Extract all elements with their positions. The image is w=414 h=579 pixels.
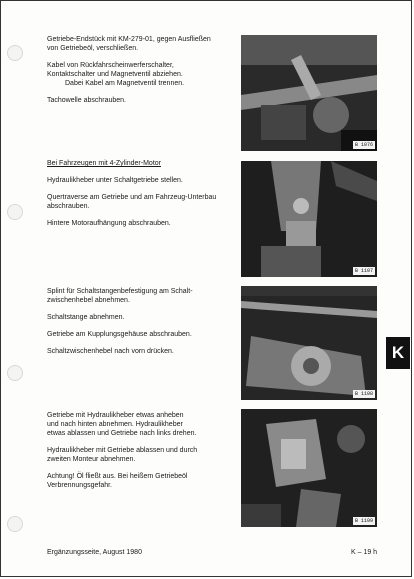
section-4-text	[47, 411, 237, 498]
footer-page-number: K – 19 h	[351, 549, 378, 556]
paragraph: Kabel von Rückfahrscheinwerferschalter, Kontaktschalter und Magnetventil abziehen. Dabei Kabel am Magnetventil trennen.	[47, 62, 185, 87]
footer-supplement-date: Ergänzungsseite, August 1980	[47, 549, 142, 556]
section-tab-k: K	[386, 337, 410, 369]
punch-hole-1	[7, 45, 23, 61]
paragraph: Hydraulikheber mit Getriebe ablassen und durch zweiten Monteur abnehmen.	[47, 447, 198, 463]
photo-reference-label: B 1076	[354, 142, 373, 148]
photo-image	[241, 35, 377, 151]
paragraph: Schaltzwischenhebel nach vorn drücken.	[47, 348, 174, 355]
paragraph: Getriebe mit Hydraulikheber etwas anheben und nach hinten abnehmen. Hydraulikheber etwas ablassen und Getriebe nach links drehen.	[47, 412, 197, 437]
section-3-photo	[241, 286, 377, 400]
section-4-photo	[241, 409, 377, 527]
photo-image	[241, 286, 377, 400]
photo-image	[241, 409, 377, 527]
paragraph: Hintere Motoraufhängung abschrauben.	[47, 220, 171, 227]
paragraph: Hydraulikheber unter Schaltgetriebe stellen.	[47, 177, 183, 184]
section-1-text	[47, 35, 237, 113]
photo-reference-label: B 1108	[354, 391, 373, 397]
punch-hole-4	[7, 516, 23, 532]
punch-hole-3	[7, 365, 23, 381]
section-2-photo	[241, 161, 377, 277]
section-1-photo	[241, 35, 377, 151]
punch-hole-2	[7, 204, 23, 220]
photo-image	[241, 161, 377, 277]
paragraph: Schaltstange abnehmen.	[47, 314, 125, 321]
paragraph: Splint für Schaltstangenbefestigung am Schalt- zwischenhebel abnehmen.	[47, 288, 193, 304]
photo-reference-label: B 1107	[354, 268, 373, 274]
paragraph: Getriebe am Kupplungsgehäuse abschrauben.	[47, 331, 192, 338]
paragraph: Achtung! Öl fließt aus. Bei heißem Getriebeöl Verbrennungsgefahr.	[47, 473, 188, 489]
paragraph: Getriebe-Endstück mit KM-279-01, gegen Ausfließen von Getriebeöl, verschließen.	[47, 36, 211, 52]
paragraph: Tachowelle abschrauben.	[47, 97, 126, 104]
section-3-text	[47, 287, 237, 364]
paragraph: Quertraverse am Getriebe und am Fahrzeug-Unterbau abschrauben.	[47, 194, 217, 210]
section-2-text	[47, 159, 237, 236]
section-heading: Bei Fahrzeugen mit 4-Zylinder-Motor	[47, 160, 161, 167]
photo-reference-label: B 1109	[354, 518, 373, 524]
